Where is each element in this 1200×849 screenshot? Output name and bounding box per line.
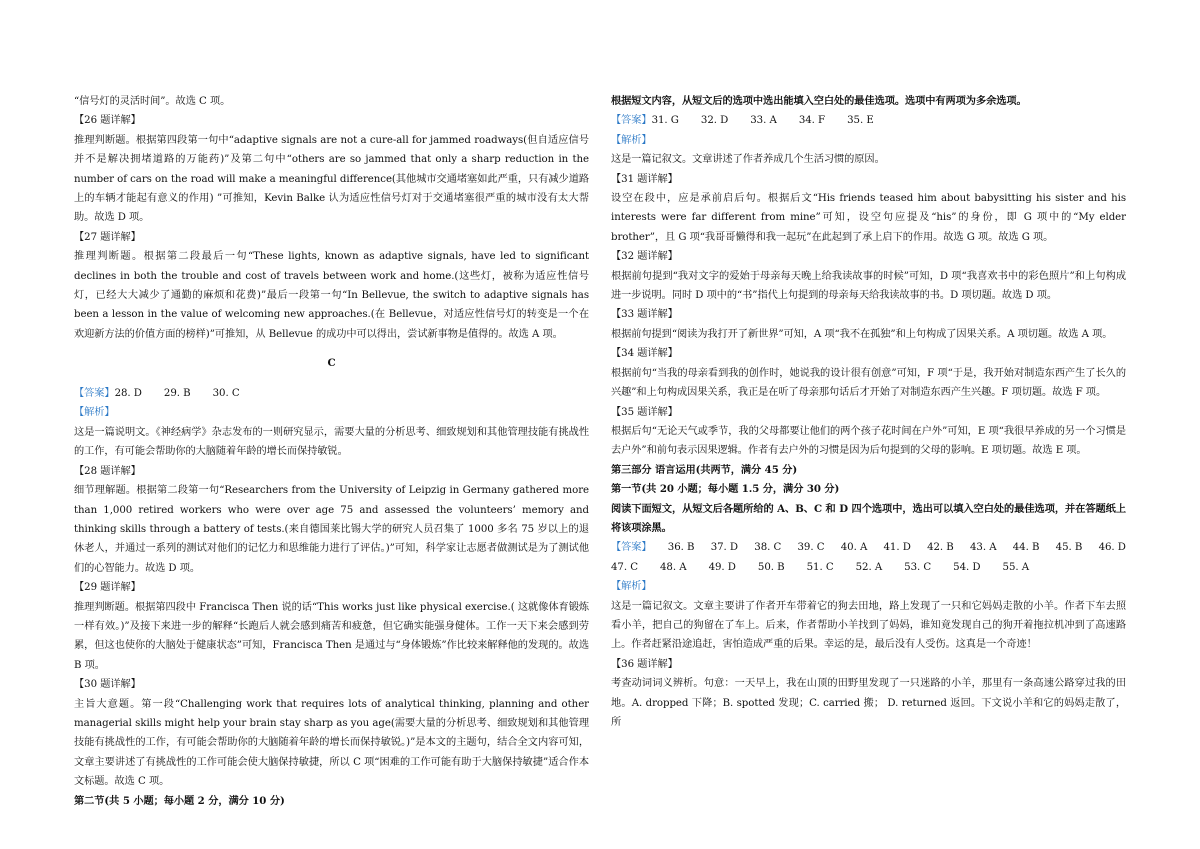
explanation-36: 考查动词词义辨析。句意：一天早上，我在山顶的田野里发现了一只迷路的小羊，那里有一条高速公路穿过我的田地。A. dropped 下降；B. spotted 发现；C. carried 搬； D. returned 返回。下文说小羊和它的妈妈走散了，所	[611, 678, 1126, 728]
answer-item: 34. F	[798, 115, 826, 127]
explanation-34: 根据前句“当我的母亲看到我的创作时，她说我的设计很有创意”可知，F 项“于是，我开始对制造东西产生了长久的兴趣”和上句构成因果关系，我正是在听了母亲那句话后才开始了对制造东西产生兴趣。F 项切题。故选 F 项。	[611, 367, 1126, 399]
instruction-36-55: 阅读下面短文，从短文后各题所给的 A、B、C 和 D 四个选项中，选出可以填入空白处的最佳选项，并在答题纸上将该项涂黑。	[611, 502, 1126, 534]
question-heading-35: 【35 题详解】	[611, 406, 678, 418]
analysis-tag: 【解析】	[74, 407, 115, 419]
question-heading-36: 【36 题详解】	[611, 658, 678, 670]
right-column	[611, 92, 1126, 732]
answer-item: 29. B	[163, 388, 191, 400]
answer-item: 44. B	[1012, 542, 1040, 554]
explanation-27: 推理判断题。根据第二段最后一句“These lights, known as adaptive signals, have led to significant declines in both the trouble and cost of travels between work and home.(这些灯，被称为适应性信号灯，已经大大减少了通勤的麻烦和花费)”最后一段第一句“In Bellevue, the switch to adaptive signals has been a lesson in the value of welcoming new approaches.(在 Bellevue，对适应性信号灯的转变是一个在欢迎新方法的价值方面的榜样)”可推知，从 Bellevue 的成功中可以得出，尝试新事物是值得的。故选 A 项。	[74, 251, 589, 340]
answer-tag: 【答案】	[611, 542, 652, 554]
answer-row-31-35	[611, 111, 1126, 130]
analysis-tag: 【解析】	[611, 134, 652, 146]
answer-tag: 【答案】	[611, 115, 652, 127]
answer-item: 32. D	[700, 115, 729, 127]
question-heading-33: 【33 题详解】	[611, 309, 678, 321]
answer-item: 54. D	[953, 561, 981, 573]
answer-item: 35. E	[847, 115, 874, 127]
answer-item: 52. A	[855, 561, 883, 573]
explanation-29: 推理判断题。根据第四段中 Francisca Then 说的话“This works just like physical exercise.( 这就像体育锻炼一样有效。)”及接下来进一步的解释“长跑后人就会感到痛苦和疲惫，但它确实能强身健体。工作一天下来会感到劳累，但这也使你的大脑处于健康状态”可知，Francisca Then 是通过与“身体锻炼”作比较来解释他的发现的。故选 B 项。	[74, 601, 589, 671]
answer-item: 36. B	[667, 542, 695, 554]
answer-item: 55. A	[1002, 561, 1030, 573]
answer-item: 49. D	[708, 561, 736, 573]
question-heading-30: 【30 题详解】	[74, 679, 141, 691]
answer-item: 42. B	[927, 542, 954, 554]
part-3-heading: 第三部分 语言运用(共两节，满分 45 分)	[611, 463, 798, 476]
explanation-31: 设空在段中，应是承前启后句。根据后文“His friends teased him about babysitting his sister and his interests were far different from mine”可知，设空句应提及“his”的身份，即 G 项中的“My elder brother”，且 G 项“我哥哥懒得和我一起玩”在此起到了承上启下的作用。故选 G 项。故选 G 项。	[611, 193, 1126, 243]
answer-item: 48. A	[660, 561, 687, 573]
explanation-28: 细节理解题。根据第二段第一句“Researchers from the University of Leipzig in Germany gathered more than 1,000 retired workers who were over age 75 and assessed the volunteers’ memory and thinking skills through a battery of tests.(来自德国莱比锡大学的研究人员召集了 1000 多名 75 岁以上的退休老人，并通过一系列的测试对他们的记忆力和思维能力进行了评估。)”可知，科学家让志愿者做测试是为了测试他们的心智能力。故选 D 项。	[74, 485, 589, 574]
explanation-33: 根据前句提到“阅读为我打开了新世界”可知，A 项“我不在孤独”和上句构成了因果关系。A 项切题。故选 A 项。	[611, 328, 1113, 340]
answer-item: 45. B	[1055, 542, 1083, 554]
answer-item: 28. D	[114, 388, 142, 400]
question-heading-26: 【26 题详解】	[74, 115, 141, 127]
answer-row-28-30	[74, 384, 589, 403]
question-heading-28: 【28 题详解】	[74, 465, 141, 477]
answer-item: 41. D	[883, 542, 911, 554]
answer-row-47-55	[611, 558, 1126, 577]
answer-item: 33. A	[750, 115, 777, 127]
answer-tag: 【答案】	[74, 388, 115, 400]
explanation-30: 主旨大意题。第一段“Challenging work that requires lots of analytical thinking, planning and other managerial skills might help your brain stay sharp as you age(需要大量的分析思考、细致规划和其他管理技能有挑战性的工作，有可能会帮助你的大脑随着年龄的增长而保持敏锐。)”是本文的主题句，结合全文内容可知，文章主要讲述了有挑战性的工作可能会使大脑保持敏捷，所以 C 项“困难的工作可能有助于大脑保持敏捷”适合作本文标题。故选 C 项。	[74, 698, 589, 788]
answer-item: 37. D	[710, 542, 739, 554]
answer-item: 47. C	[611, 561, 638, 573]
question-heading-34: 【34 题详解】	[611, 348, 678, 360]
passage-31-summary: 这是一篇记叙文。文章讲述了作者养成几个生活习惯的原因。	[611, 154, 885, 166]
left-column	[74, 92, 589, 811]
answer-item: 39. C	[797, 542, 825, 554]
explanation-32: 根据前句提到“我对文字的爱始于母亲每天晚上给我读故事的时候”可知，D 项“我喜欢书中的彩色照片”和上句构成进一步说明。同时 D 项中的“书”指代上句提到的母亲每天给我读故事的书。D 项切题。故选 D 项。	[611, 270, 1126, 302]
answer-item: 43. A	[969, 542, 997, 554]
answer-row-36-46	[611, 538, 1126, 557]
instruction-31-35: 根据短文内容，从短文后的选项中选出能填入空白处的最佳选项。选项中有两项为多余选项。	[611, 95, 1027, 107]
section-2-heading: 第二节(共 5 小题；每小题 2 分，满分 10 分)	[74, 794, 285, 807]
answer-item: 53. C	[904, 561, 932, 573]
part-3-section-1-heading: 第一节(共 20 小题；每小题 1.5 分，满分 30 分)	[611, 483, 840, 496]
passage-c-summary: 这是一篇说明文。《神经病学》杂志发布的一则研究显示，需要大量的分析思考、细致规划和其他管理技能有挑战性的工作，有可能会帮助你的大脑随着年龄的增长而保持敏锐。	[74, 426, 589, 458]
section-c-title: C	[327, 357, 336, 370]
explanation-26: 推理判断题。根据第四段第一句中“adaptive signals are not a cure-all for jammed roadways(但自适应信号并不是解决拥堵道路的万能药)”及第二句中“others are so jammed that only a sharp reduction in the number of cars on the road will make a meaningful difference(其他城市交通堵塞如此严重，只有减少道路上的车辆才能起有意义的作用) ”可推知，Kevin Balke 认为适应性信号灯对于交通堵塞很严重的城市没有太大帮助。故选 D 项。	[74, 134, 589, 224]
passage-36-summary: 这是一篇记叙文。文章主要讲了作者开车带着它的狗去田地，路上发现了一只和它妈妈走散的小羊。作者下车去照看小羊，把自己的狗留在了车上。后来，作者帮助小羊找到了妈妈，谁知竟发现自己的狗开着拖拉机冲到了高速路上。作者赶紧沿途追赶，害怕造成严重的后果。幸运的是，最后没有人受伤。这真是一个奇迹！	[611, 600, 1126, 651]
answer-item: 51. C	[806, 561, 834, 573]
answer-item: 31. G	[651, 115, 679, 127]
answer-item: 50. B	[757, 561, 785, 573]
question-heading-32: 【32 题详解】	[611, 251, 678, 263]
answer-item: 46. D	[1098, 542, 1126, 554]
explanation-35: 根据后句“无论天气或季节，我的父母都要让他们的两个孩子花时间在户外”可知，E 项“我很早养成的另一个习惯是去户外”和前句表示因果逻辑。作者有去户外的习惯是因为后句提到的父母的影响。E 项切题。故选 E 项。	[611, 425, 1126, 457]
question-heading-31: 【31 题详解】	[611, 173, 678, 185]
paragraph: “信号灯的灵活时间”。故选 C 项。	[74, 96, 231, 107]
question-heading-27: 【27 题详解】	[74, 231, 141, 243]
answer-item: 30. C	[212, 388, 240, 400]
answer-item: 38. C	[754, 542, 782, 554]
answer-item: 40. A	[840, 542, 868, 554]
question-heading-29: 【29 题详解】	[74, 582, 141, 594]
analysis-tag: 【解析】	[611, 581, 652, 593]
